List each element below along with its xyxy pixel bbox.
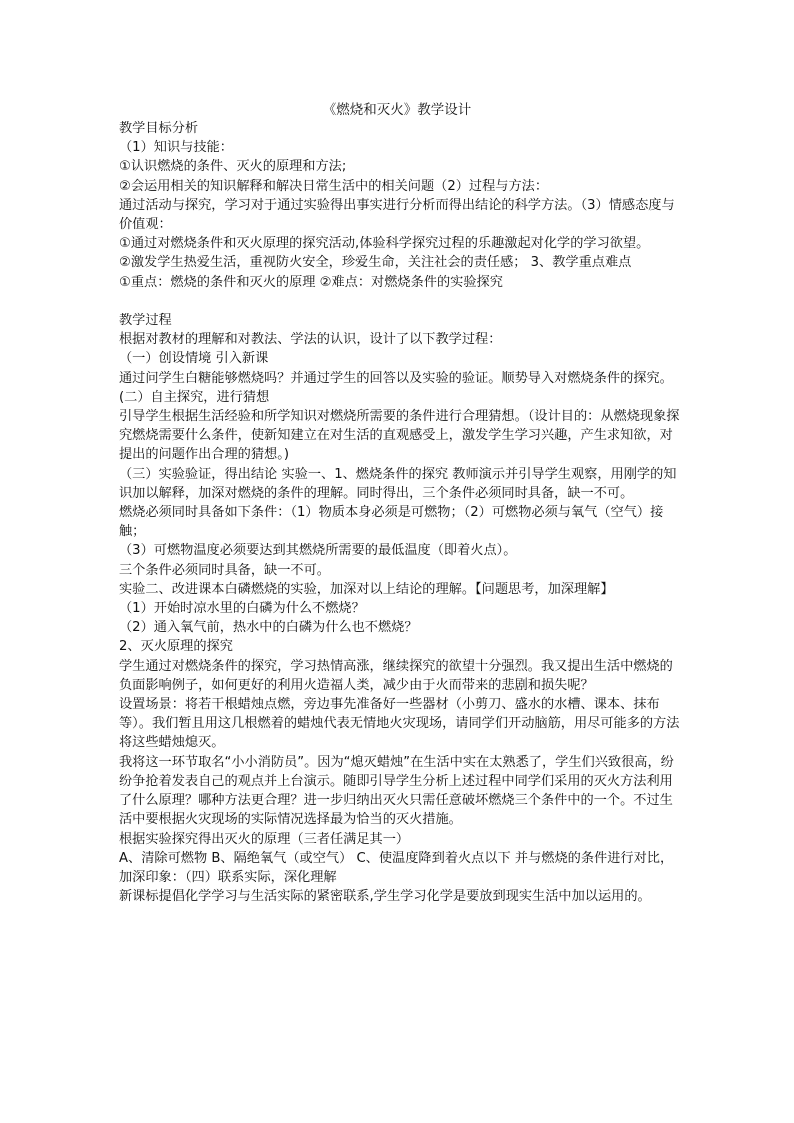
paragraph: 引导学生根据生活经验和所学知识对燃烧所需要的条件进行合理猜想。（设计目的：从燃烧现象探究燃烧需要什么条件，使新知建立在对生活的直观感受上，激发学生学习兴趣，产生求知欲，对提出的问题作出合理的猜想。)	[119, 409, 680, 463]
paragraph: 2、灭火原理的探究	[119, 639, 233, 655]
paragraph: 根据对教材的理解和对教法、学法的认识，设计了以下教学过程：	[119, 332, 502, 348]
paragraph: 设置场景：将若干根蜡烛点燃，旁边事先准备好一些器材（小剪刀、盛水的水槽、课本、抹布等）。我们暂且用这几根燃着的蜡烛代表无情地火灾现场，请同学们开动脑筋，用尽可能多的方法将这些蜡烛熄灭。	[119, 697, 680, 751]
paragraph: （1）知识与技能：	[119, 140, 233, 156]
paragraph: 通过问学生白糖能够燃烧吗？并通过学生的回答以及实验的验证。顺势导入对燃烧条件的探究。	[119, 370, 673, 386]
paragraph: 根据实验探究得出灭火的原理（三者任满足其一）	[119, 831, 410, 847]
paragraph: （一）创设情境 引入新课	[119, 351, 269, 367]
paragraph: 通过活动与探究，学习对于通过实验得出事实进行分析而得出结论的科学方法。（3）情感态度与价值观：	[119, 197, 675, 233]
paragraph: （2）通入氧气前，热水中的白磷为什么也不燃烧？	[119, 620, 418, 636]
paragraph: 实验二、改进课本白磷燃烧的实验，加深对以上结论的理解。【问题思考，加深理解】	[119, 581, 614, 597]
paragraph: ①认识燃烧的条件、灭火的原理和方法;	[119, 159, 347, 175]
paragraph: 教学过程	[119, 313, 172, 329]
paragraph: A、清除可燃物 B、隔绝氧气（或空气） C、使温度降到着火点以下 并与燃烧的条件进行对比，加深印象：（四）联系实际，深化理解	[119, 850, 674, 885]
paragraph: （1）开始时凉水里的白磷为什么不燃烧？	[119, 601, 365, 617]
paragraph: （三）实验验证，得出结论 实验一、1、燃烧条件的探究 教师演示并引导学生观察，用刚学的知识加以解释，加深对燃烧的条件的理解。同时得出，三个条件必须同时具备，缺一不可。	[119, 466, 677, 501]
paragraph	[119, 292, 685, 311]
document-body	[119, 119, 685, 906]
paragraph: 燃烧必须同时具备如下条件：（1）物质本身必须是可燃物；（2）可燃物必须与氧气（空气）接触；	[119, 505, 664, 540]
paragraph: ①重点：燃烧的条件和灭火的原理 ②难点：对燃烧条件的实验探究	[119, 274, 503, 290]
paragraph: 教学目标分析	[119, 121, 199, 136]
paragraph: 新课标提倡化学学习与生活实际的紧密联系,学生学习化学是要放到现实生活中加以运用的。	[119, 889, 651, 905]
paragraph: 学生通过对燃烧条件的探究，学习热情高涨，继续探究的欲望十分强烈。我又提出生活中燃烧的负面影响例子，如何更好的利用火造福人类，减少由于火而带来的悲剧和损失呢？	[119, 658, 673, 693]
paragraph: ①通过对燃烧条件和灭火原理的探究活动,体验科学探究过程的乐趣激起对化学的学习欲望。	[119, 236, 650, 252]
paragraph: （3）可燃物温度必须要达到其燃烧所需要的最低温度（即着火点）。	[119, 543, 517, 559]
paragraph: (二）自主探究，进行猜想	[119, 389, 270, 405]
paragraph: 三个条件必须同时具备，缺一不可。	[119, 562, 330, 578]
paragraph: ②激发学生热爱生活，重视防火安全，珍爱生命，关注社会的责任感； 3、教学重点难点	[119, 255, 632, 271]
paragraph: 我将这一环节取名“小小消防员”。因为“熄灭蜡烛”在生活中实在太熟悉了，学生们兴致很高，纷纷争抢着发表自己的观点并上台演示。随即引导学生分析上述过程中同学们采用的灭火方法利用了什么原理？哪种方法更合理？进一步归纳出灭火只需任意破坏燃烧三个条件中的一个。不过生活中要根据火灾现场的实际情况选择最为恰当的灭火措施。	[119, 754, 674, 828]
document-title: 《燃烧和灭火》教学设计	[322, 102, 472, 118]
paragraph: ②会运用相关的知识解释和解决日常生活中的相关问题（2）过程与方法：	[119, 178, 549, 194]
